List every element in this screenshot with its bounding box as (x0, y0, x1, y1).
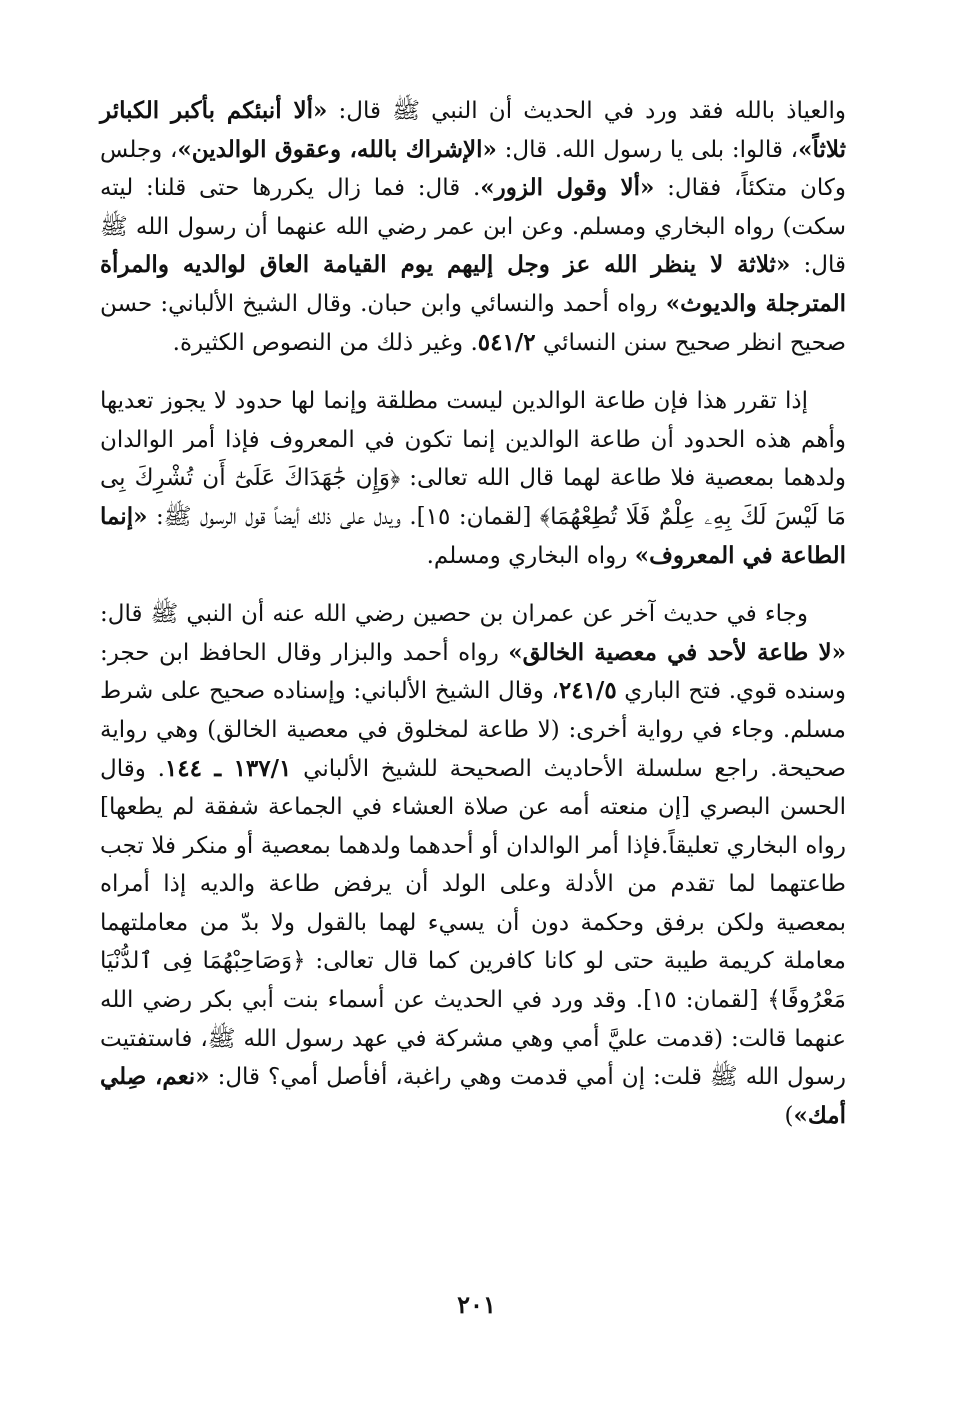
reference-number: ١٣٧/١ ـ ١٤٤ (164, 754, 292, 782)
hadith-quote: «الإشراك بالله، وعقوق الوالدين» (177, 135, 497, 163)
hadith-quote: «ثلاثة لا ينظر الله عز وجل إليهم يوم القيامة العاق لوالديه والمرأة المترجلة والديوث» (100, 251, 846, 317)
page-body (100, 92, 846, 1135)
paragraph-1 (100, 92, 846, 362)
text-run: والعياذ بالله فقد ورد في الحديث أن النبي ﷺ قال: (327, 98, 846, 124)
paragraph-2 (100, 382, 846, 575)
text-run: ، وجلس وكان متكئاً، فقال: (100, 136, 846, 202)
hadith-quote: «لا طاعة لأحد في معصية الخالق» (508, 638, 847, 666)
text-run: . وغير ذلك من النصوص الكثيرة. (172, 329, 478, 356)
text-run: ، قالوا: بلى يا رسول الله. قال: (496, 136, 799, 163)
text-run: [لقمان: ١٥]. وقد ورد في الحديث عن أسماء بنت أبي بكر رضي الله عنهما قالت: (قدمت عليَّ أمي وهي مشركة في عهد رسول الله ﷺ، فاستفتيت رسول الله ﷺ قلت: إن أمي قدمت وهي راغبة، أفأصل أمي؟ قال: (100, 987, 846, 1091)
text-run: [لقمان: ١٥]. ويدل على ذلك أيضاً قول الرسول ﷺ: (147, 503, 540, 530)
text-run: رواه البخاري ومسلم. (426, 542, 635, 569)
hadith-quote: «ألا وقول الزور» (480, 174, 655, 202)
page-number: ٢٠١ (457, 1290, 496, 1319)
quran-verse: ﴿وَصَاحِبْهُمَا فِى ٱلدُّنْيَا مَعْرُوفًا﴾ (100, 948, 846, 1014)
reference-number: ٢٤١/٥ (558, 677, 617, 705)
text-run: . وقال الحسن البصري [إن منعته أمه عن صلاة العشاء في الجماعة شفقة لم يطعها] رواه البخاري تعليقاً.فإذا أمر الوالدان أو أحدهما ولدهما بمعصية أو منكر فلا تجب طاعتهما لما تقدم من الأدلة وعلى الولد أن يرفض طاعة والديه إذا أمراه بمعصية ولكن برفق وحكمة دون أن يسيء لهما بالقول ولا بدّ من معاملتهما معاملة كريمة طيبة حتى لو كانا كافرين كما قال تعالى: (100, 755, 846, 975)
hadith-quote: «ألا أنبئكم بأكبر الكبائر ثلاثاً» (100, 97, 847, 163)
text-run: إذا تقرر هذا فإن طاعة الوالدين ليست مطلقة وإنما لها حدود لا يجوز تعديها وأهم هذه الحدود أن طاعة الوالدين إنما تكون في المعروف فإذا أمر الوالدان ولدهما بمعصية فلا طاعة لهما قال الله تعالى: (100, 388, 846, 492)
text-run: ، وقال الشيخ الألباني: وإسناده صحيح على شرط مسلم. وجاء في رواية أخرى: (لا طاعة لمخلوق في معصية الخالق) وهي رواية صحيحة. راجع سلسلة الأحاديث الصحيحة للشيخ الألباني (100, 678, 846, 782)
text-run: وجاء في حديث آخر عن عمران بن حصين رضي الله عنه أن النبي ﷺ قال: (100, 601, 808, 628)
paragraph-3 (100, 595, 846, 1135)
text-run: . قال: فما زال يكررها حتى قلنا: ليته سكت) رواه البخاري ومسلم. وعن ابن عمر رضي الله عنهما أن رسول الله ﷺ قال: (100, 175, 847, 279)
hadith-quote: «إنما الطاعة في المعروف» (100, 502, 846, 569)
text-run: رواه أحمد والبزار وقال الحافظ ابن حجر: وسنده قوي. فتح الباري (100, 639, 846, 705)
quran-verse: ﴿وَإِن جَٰهَدَاكَ عَلَىٰٓ أَن تُشْرِكَ بِى مَا لَيْسَ لَكَ بِهِۦ عِلْمٌ فَلَا تُطِعْهُمَا﴾ (100, 465, 846, 530)
text-run: ) (784, 1102, 794, 1129)
text-run: رواه أحمد والنسائي وابن حبان. وقال الشيخ الألباني: حسن صحيح انظر صحيح سنن النسائي (100, 290, 846, 356)
reference-number: ٥٤١/٢ (477, 328, 536, 356)
hadith-quote: «نعم، صِلي أمك» (100, 1063, 846, 1129)
